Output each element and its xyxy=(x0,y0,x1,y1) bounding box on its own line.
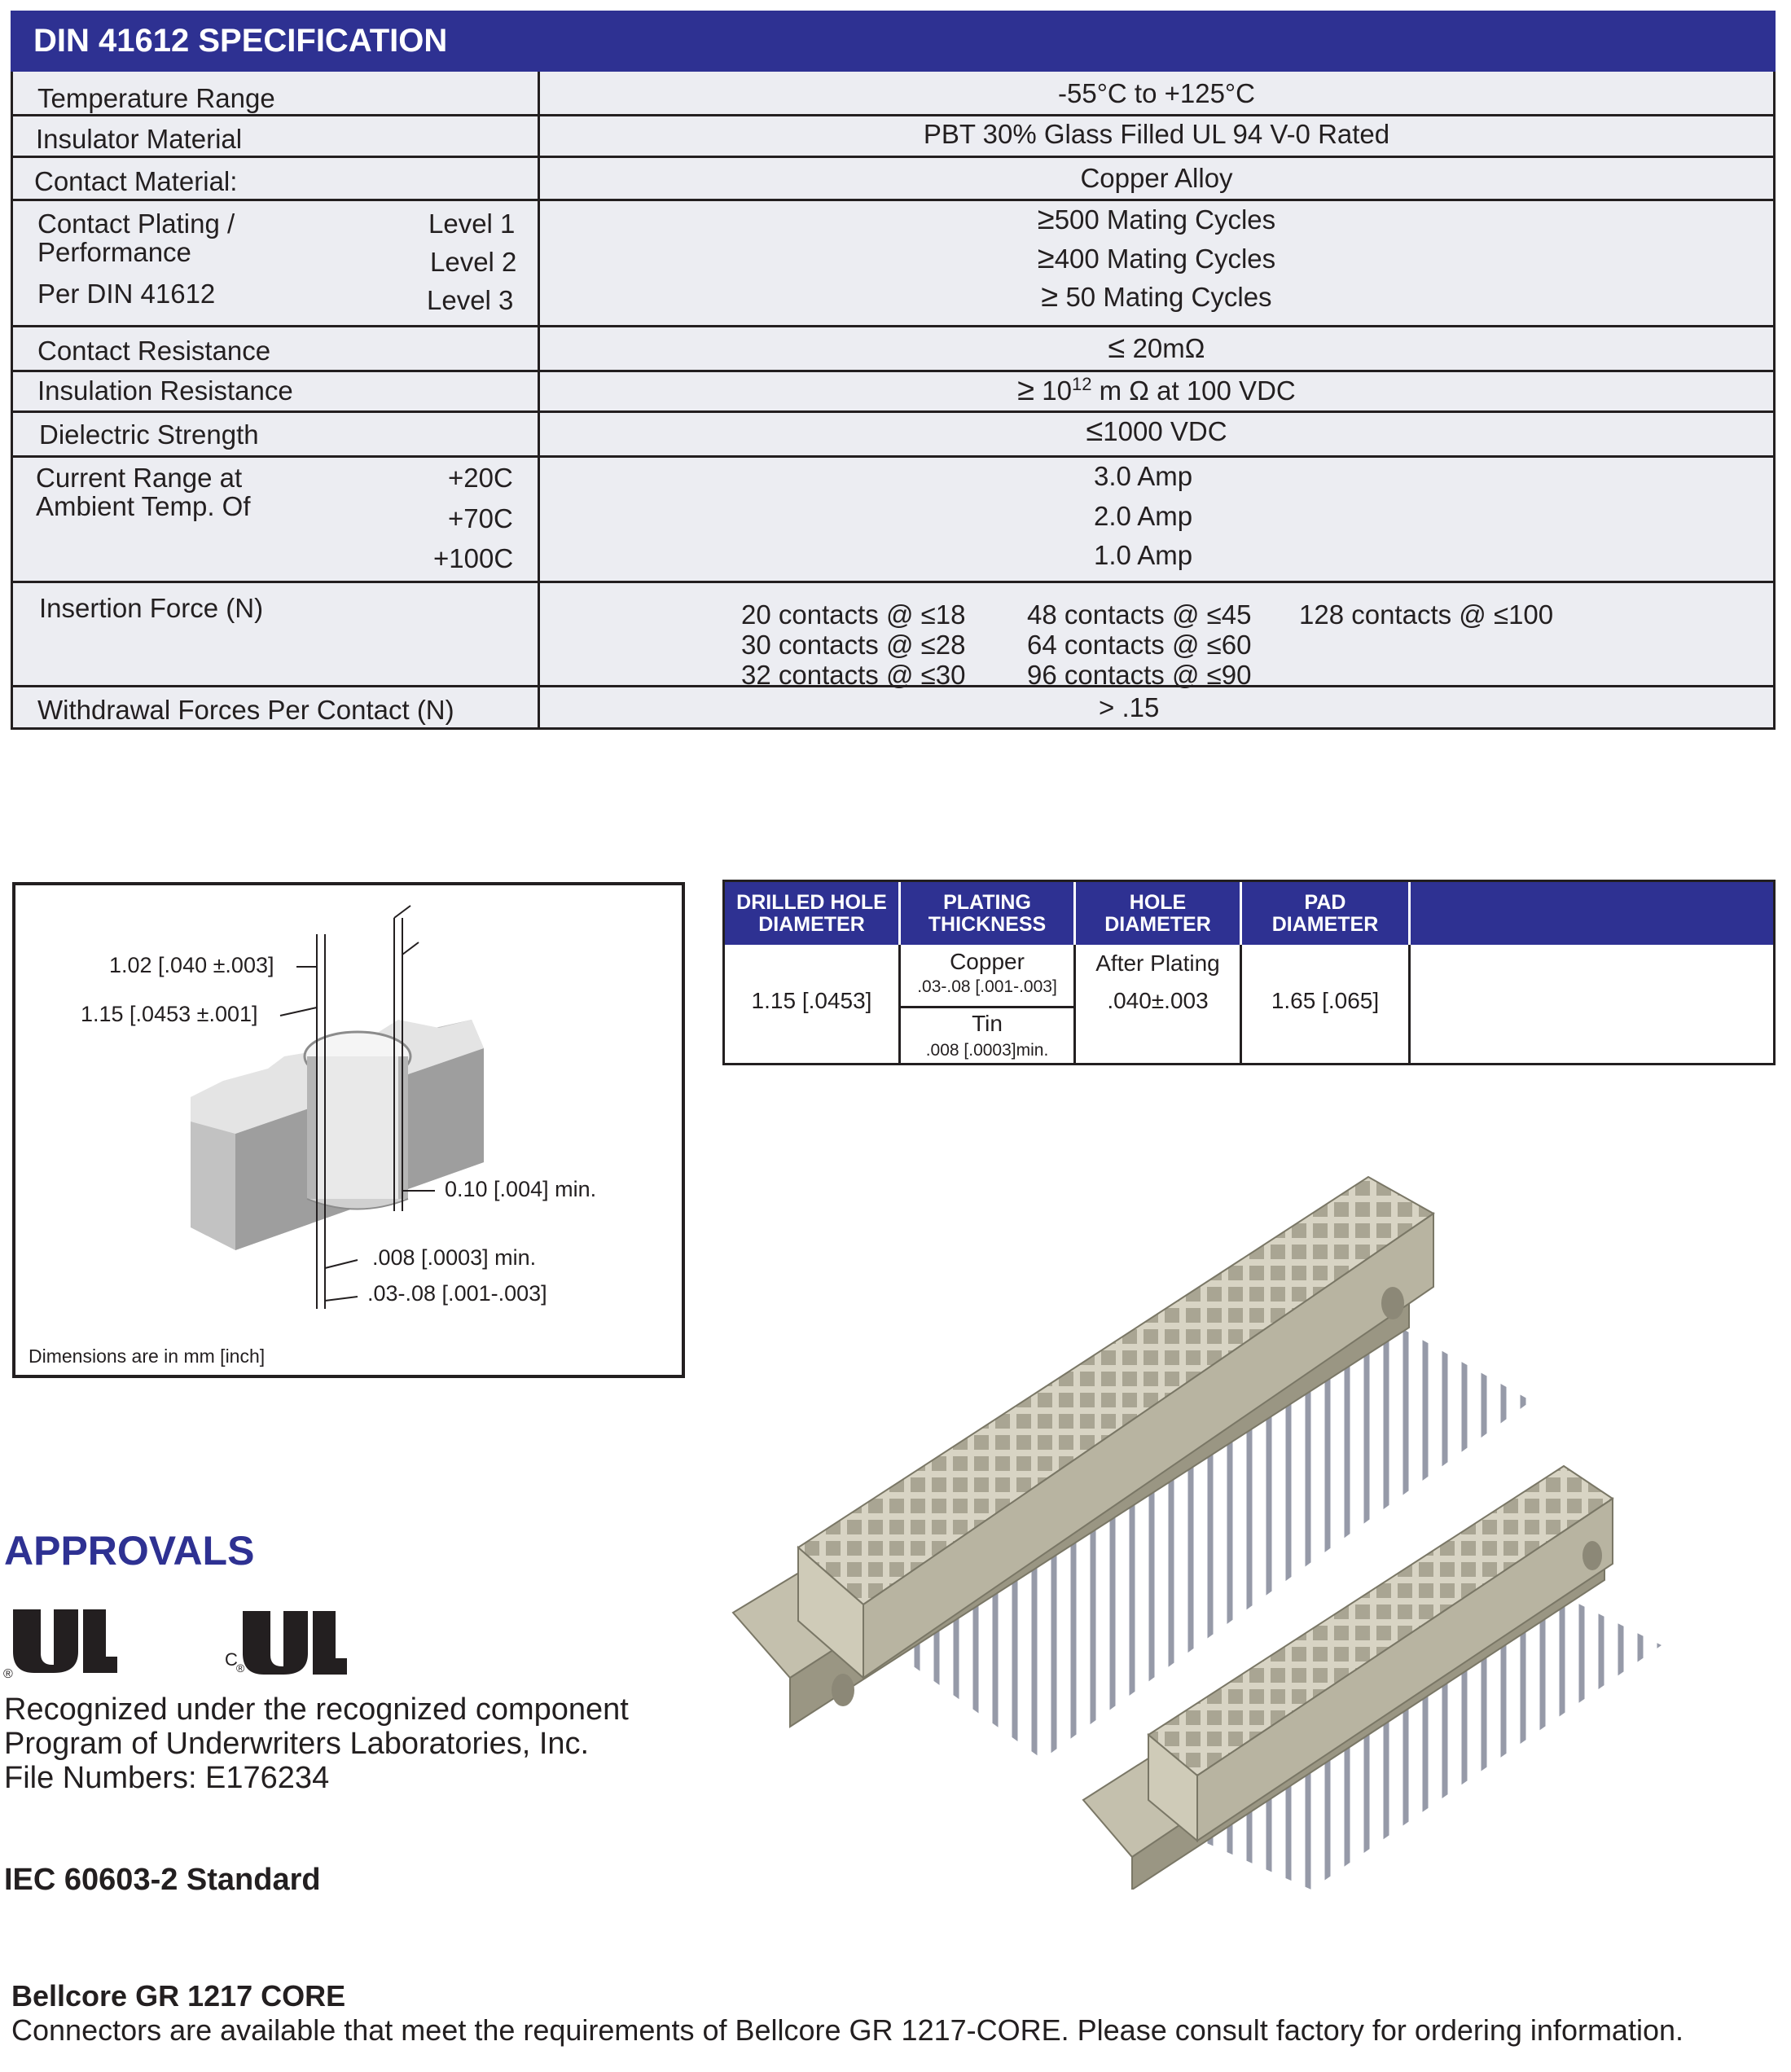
tin-value: .008 [.0003]min. xyxy=(925,1041,1049,1060)
insertion-value: 20 contacts @ ≤18 xyxy=(741,599,966,630)
greater-equal-symbol: ≥ xyxy=(1017,373,1035,407)
withdrawal-label: Withdrawal Forces Per Contact (N) xyxy=(37,695,454,725)
contact-resistance-text: 20m xyxy=(1125,333,1185,363)
copper-value: .03-.08 [.001-.003] xyxy=(917,977,1057,996)
spec-table xyxy=(11,11,1776,730)
insulation-tail: at 100 VDC xyxy=(1148,375,1296,406)
row-divider xyxy=(13,581,1773,583)
plating-value-level-3 xyxy=(540,279,1773,314)
contact-material-value: Copper Alloy xyxy=(1080,163,1233,193)
plating-level: Level 1 xyxy=(428,209,516,239)
header-hole-diameter xyxy=(1076,882,1240,945)
insulation-unit-prefix: m xyxy=(1091,375,1130,406)
row-divider xyxy=(13,199,1773,201)
spec-title: DIN 41612 SPECIFICATION xyxy=(11,11,1776,72)
insulation-resistance-label: Insulation Resistance xyxy=(37,375,293,406)
plating-value-text: 500 Mating Cycles xyxy=(1054,204,1276,235)
dimensions-note: Dimensions are in mm [inch] xyxy=(29,1345,266,1367)
cul-logo-icon xyxy=(236,1604,350,1678)
greater-equal-symbol: ≥ xyxy=(1037,241,1055,275)
current-value: 3.0 Amp xyxy=(1094,461,1193,491)
header-line: PAD xyxy=(1304,890,1346,914)
plating-level: Level 3 xyxy=(427,285,514,315)
hole-value: .040±.003 xyxy=(1107,988,1209,1013)
temperature-label: Temperature Range xyxy=(37,83,275,113)
dimension-label: 1.15 [.0453 ±.001] xyxy=(81,1002,258,1026)
approvals-title: APPROVALS xyxy=(4,1528,255,1574)
insulation-base: 10 xyxy=(1034,375,1072,406)
insertion-value: 48 contacts @ ≤45 xyxy=(1027,599,1252,630)
less-equal-symbol: ≤ xyxy=(1108,331,1126,365)
header-plating-thickness xyxy=(901,882,1073,945)
ohm-icon: Ω xyxy=(1184,333,1205,363)
header-divider xyxy=(1408,882,1411,945)
insertion-value: 64 contacts @ ≤60 xyxy=(1027,630,1252,660)
insertion-value: 96 contacts @ ≤90 xyxy=(1027,660,1252,690)
header-line: DIAMETER xyxy=(758,912,865,936)
plating-diagram xyxy=(12,882,685,1378)
greater-equal-symbol: ≥ xyxy=(1041,279,1059,314)
current-temp: +70C xyxy=(448,503,513,533)
row-divider xyxy=(13,455,1773,458)
approval-line: File Numbers: E176234 xyxy=(4,1761,330,1795)
dimension-label: 0.10 [.004] min. xyxy=(445,1177,597,1201)
insulator-value: PBT 30% Glass Filled UL 94 V-0 Rated xyxy=(923,119,1390,149)
dimension-label: .008 [.0003] min. xyxy=(372,1245,537,1270)
registered-mark: ® xyxy=(236,1662,245,1675)
plating-value-text: 50 Mating Cycles xyxy=(1058,282,1272,312)
row-divider xyxy=(13,114,1773,116)
spec-body xyxy=(11,72,1776,730)
row-divider xyxy=(13,370,1773,372)
dimension-label: .03-.08 [.001-.003] xyxy=(367,1281,547,1306)
cul-mark xyxy=(236,1604,350,1678)
current-value: 1.0 Amp xyxy=(1094,540,1193,570)
current-label-line: Current Range at xyxy=(36,463,243,493)
current-temp: +100C xyxy=(433,543,514,573)
plating-value-level-1 xyxy=(540,202,1773,237)
header-line: DIAMETER xyxy=(1271,912,1379,936)
bellcore-title: Bellcore GR 1217 CORE xyxy=(11,1979,346,2013)
insulation-resistance-value xyxy=(540,373,1773,408)
contact-resistance-label: Contact Resistance xyxy=(37,336,271,366)
header-line: DRILLED HOLE xyxy=(736,890,887,914)
row-divider xyxy=(13,410,1773,413)
plating-table xyxy=(722,880,1776,1065)
connector-illustration xyxy=(717,1157,1776,1890)
approval-line: Recognized under the recognized component xyxy=(4,1692,629,1727)
registered-mark: ® xyxy=(3,1667,13,1681)
insertion-value: 32 contacts @ ≤30 xyxy=(741,660,966,690)
contact-resistance-value xyxy=(540,331,1773,366)
dielectric-label: Dielectric Strength xyxy=(39,419,259,450)
insertion-value: 30 contacts @ ≤28 xyxy=(741,630,966,660)
dimension-label: 1.02 [.040 ±.003] xyxy=(109,953,274,977)
greater-equal-symbol: ≥ xyxy=(1037,202,1055,236)
contact-material-label: Contact Material: xyxy=(34,166,238,196)
c-prefix-mark: C xyxy=(225,1649,238,1670)
header-pad-diameter xyxy=(1242,882,1408,945)
plating-label-line: Contact Plating / xyxy=(37,209,235,239)
plating-label-line: Performance xyxy=(37,237,191,267)
current-value: 2.0 Amp xyxy=(1094,501,1193,531)
ul-logo-icon xyxy=(7,1603,121,1676)
copper-label: Copper xyxy=(950,949,1025,974)
header-divider xyxy=(1240,882,1242,945)
temperature-value: -55°C to +125°C xyxy=(1058,78,1255,108)
drilled-value: 1.15 [.0453] xyxy=(751,988,872,1013)
ohm-icon: Ω xyxy=(1129,375,1149,406)
pad-value: 1.65 [.065] xyxy=(1271,988,1380,1013)
ul-mark xyxy=(7,1603,121,1676)
hole-label: After Plating xyxy=(1095,950,1220,976)
header-divider xyxy=(898,882,901,945)
cell-divider xyxy=(1408,945,1411,1065)
dielectric-value xyxy=(540,414,1773,449)
approval-line: Program of Underwriters Laboratories, Inc. xyxy=(4,1727,590,1761)
insulator-label: Insulator Material xyxy=(36,124,243,154)
insulation-exponent: 12 xyxy=(1071,374,1092,394)
current-temp: +20C xyxy=(448,463,513,493)
row-divider xyxy=(13,156,1773,158)
header-line: THICKNESS xyxy=(928,912,1047,936)
current-label-line: Ambient Temp. Of xyxy=(36,491,251,521)
plating-level: Level 2 xyxy=(430,247,517,277)
plating-value-text: 400 Mating Cycles xyxy=(1054,244,1276,274)
bellcore-text: Connectors are available that meet the requirements of Bellcore GR 1217-CORE. Please consult factory for ordering information. xyxy=(11,2013,1684,2047)
dielectric-text: 1000 VDC xyxy=(1103,416,1227,446)
insertion-value: 128 contacts @ ≤100 xyxy=(1299,599,1554,630)
header-divider xyxy=(1073,882,1076,945)
plating-table-header xyxy=(725,882,1773,945)
row-divider xyxy=(13,325,1773,327)
withdrawal-value: > .15 xyxy=(1099,692,1160,722)
header-line: DIAMETER xyxy=(1104,912,1211,936)
tin-label: Tin xyxy=(972,1011,1003,1036)
header-line: HOLE xyxy=(1129,890,1187,914)
header-drilled-hole xyxy=(725,882,898,945)
insertion-label: Insertion Force (N) xyxy=(39,593,264,623)
plating-label-line: Per DIN 41612 xyxy=(37,279,216,309)
less-equal-symbol: ≤ xyxy=(1086,414,1104,448)
plating-value-level-2 xyxy=(540,241,1773,276)
cell-divider xyxy=(901,1006,1073,1008)
header-line: PLATING xyxy=(943,890,1031,914)
iec-standard: IEC 60603-2 Standard xyxy=(4,1863,321,1897)
